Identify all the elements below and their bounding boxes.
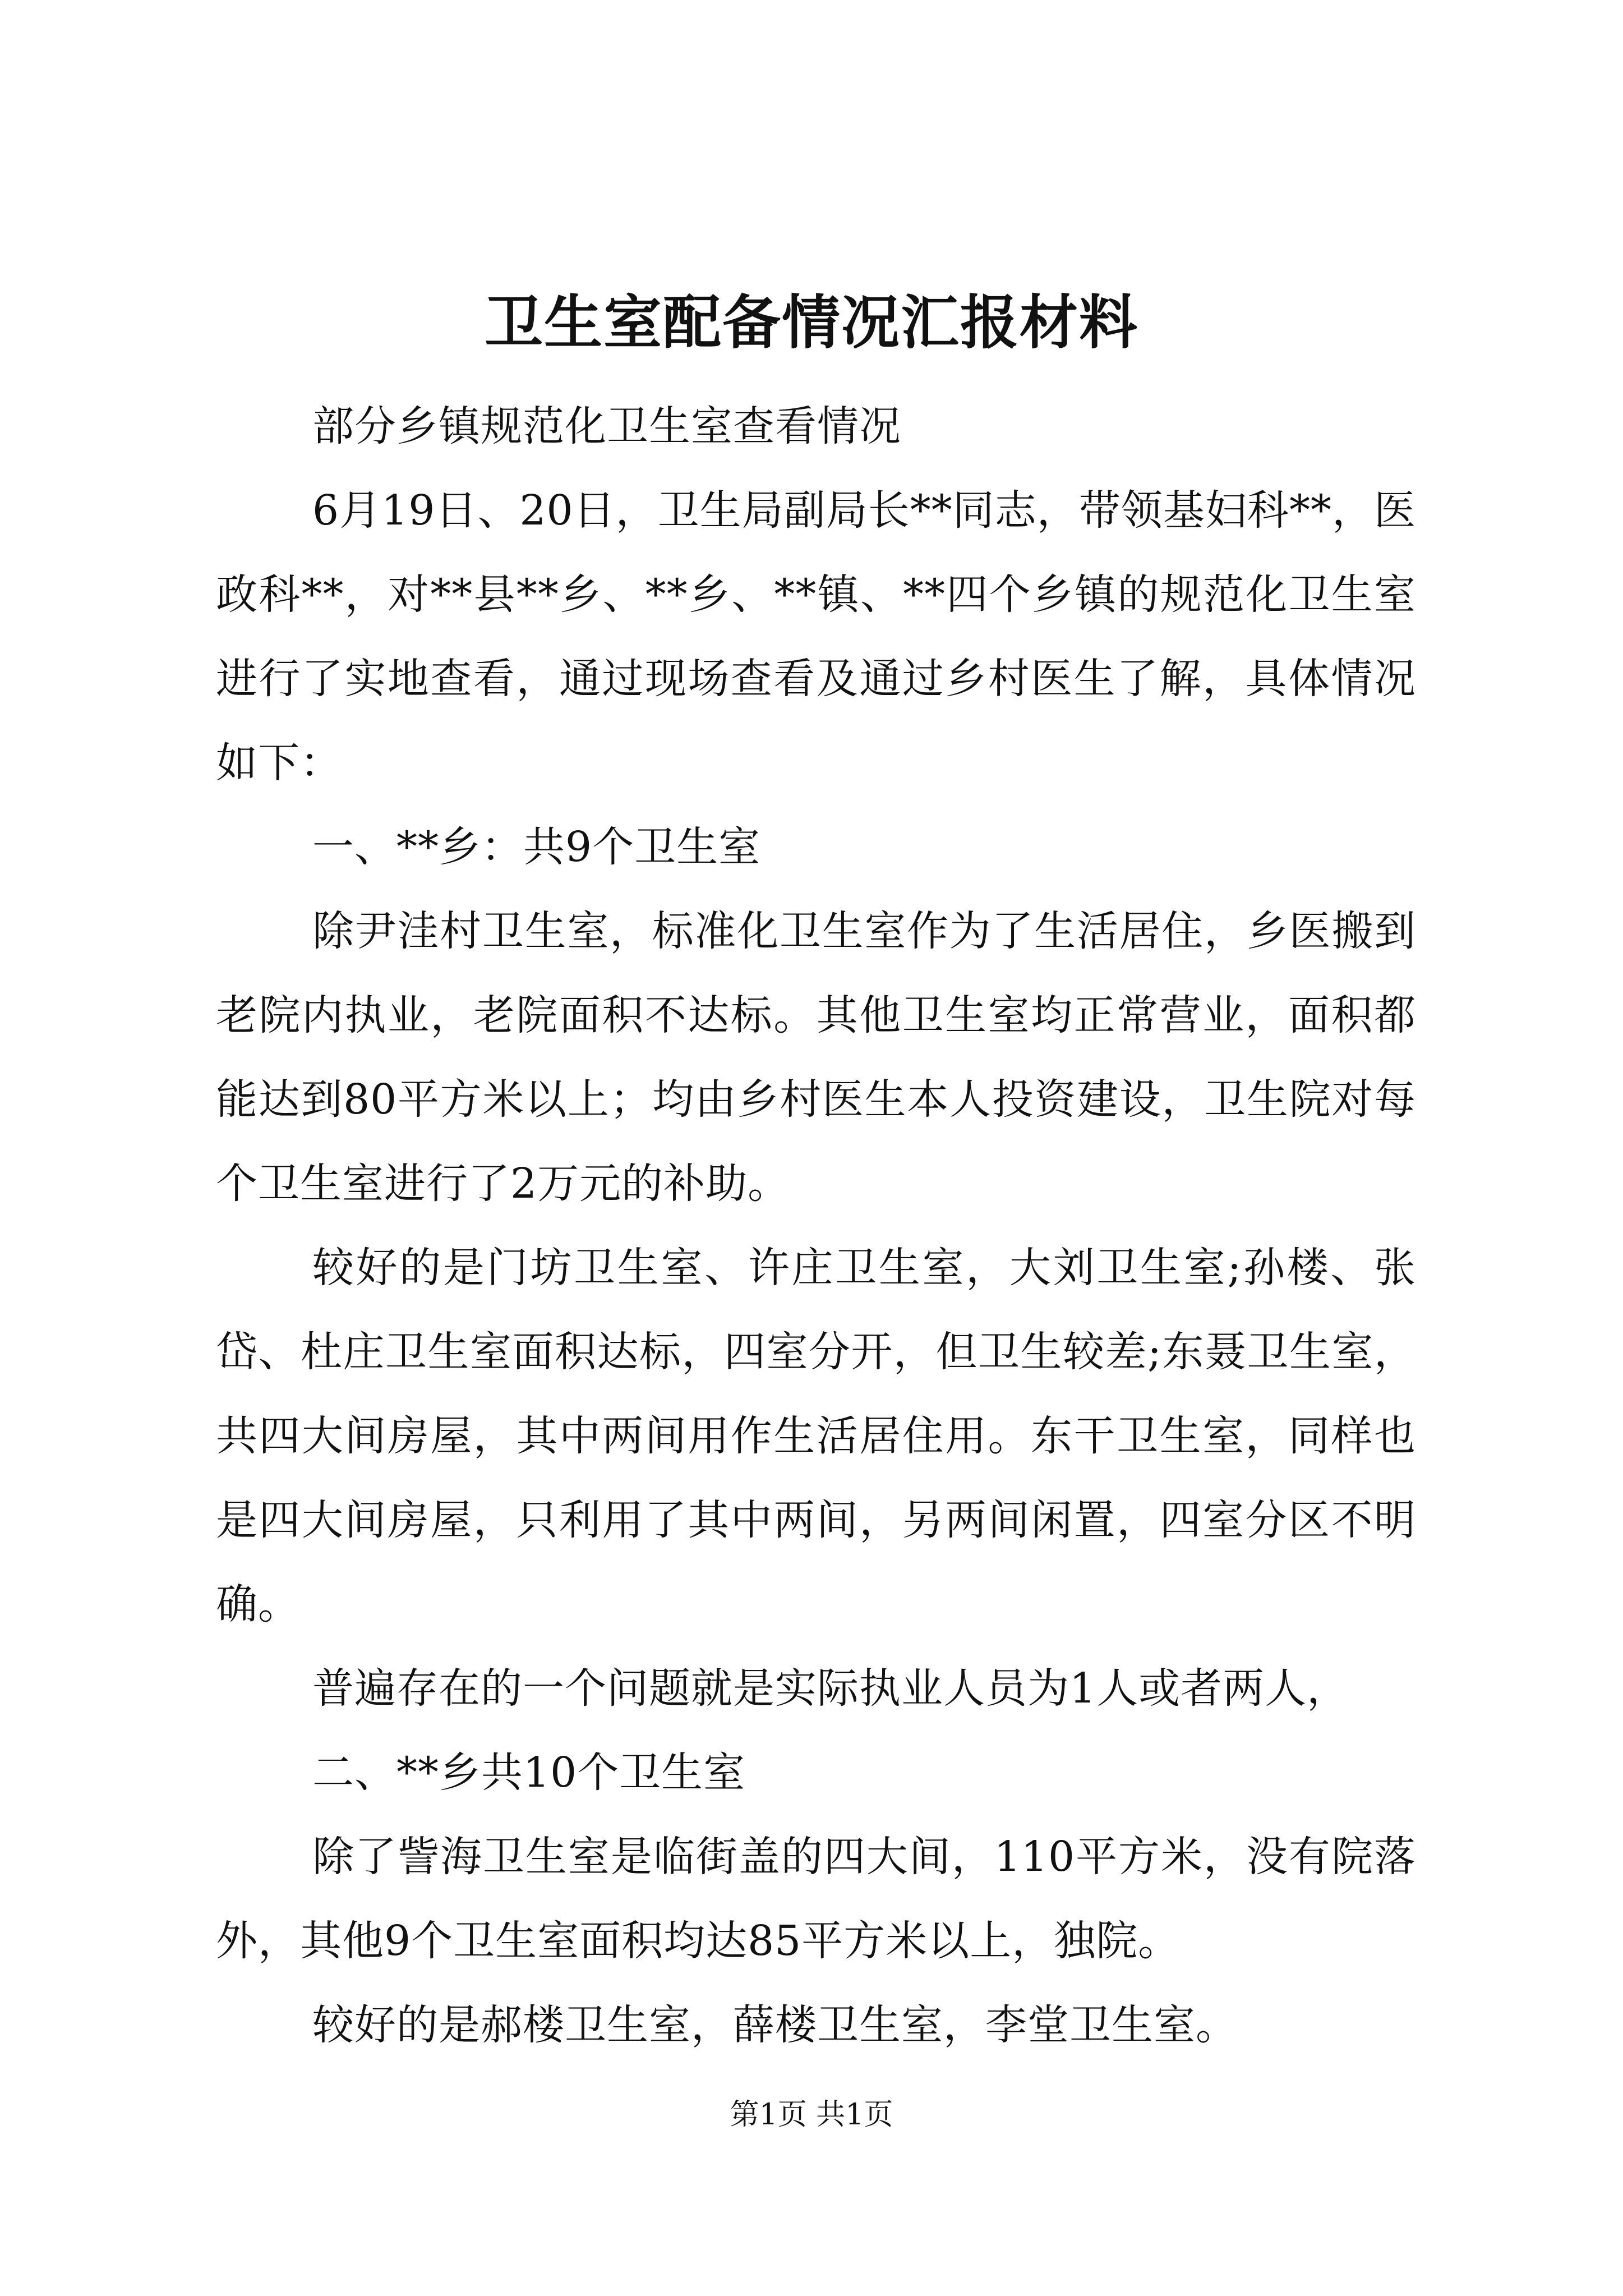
paragraph-section-1-a: 除尹洼村卫生室，标准化卫生室作为了生活居住，乡医搬到老院内执业，老院面积不达标。其他卫生室均正常营业，面积都能达到80平方米以上；均由乡村医生本人投资建设，卫生院对每个卫生室进行了2万元的补助。: [216, 907, 1416, 1208]
paragraph-subtitle: 部分乡镇规范化卫生室查看情况: [312, 402, 901, 450]
section-heading-1: 一、**乡：共9个卫生室: [312, 823, 761, 871]
paragraph-section-2-b: 较好的是郝楼卫生室，薛楼卫生室，李堂卫生室。: [312, 2001, 1238, 2049]
paragraph-section-1-c: 普遍存在的一个问题就是实际执业人员为1人或者两人，: [312, 1664, 1349, 1713]
section-heading-2: 二、**乡共10个卫生室: [312, 1749, 746, 1797]
document-body: [216, 384, 1416, 2067]
document-title: 卫生室配备情况汇报材料: [484, 288, 1138, 357]
page-footer: 第1页 共1页: [730, 2098, 893, 2132]
paragraph-section-1-b: 较好的是门坊卫生室、许庄卫生室，大刘卫生室;孙楼、张岱、杜庄卫生室面积达标，四室分开，但卫生较差;东聂卫生室，共四大间房屋，其中两间用作生活居住用。东干卫生室，同样也是四大间房屋，只利用了其中两间，另两间闲置，四室分区不明确。: [216, 1244, 1416, 1628]
paragraph-intro: 6月19日、20日，卫生局副局长**同志，带领基妇科**，医政科**，对**县**乡、**乡、**镇、**四个乡镇的规范化卫生室进行了实地查看，通过现场查看及通过乡村医生了解，具体情况如下：: [216, 486, 1416, 787]
paragraph-section-2-a: 除了訾海卫生室是临街盖的四大间，110平方米，没有院落外，其他9个卫生室面积均达85平方米以上，独院。: [216, 1833, 1416, 1965]
